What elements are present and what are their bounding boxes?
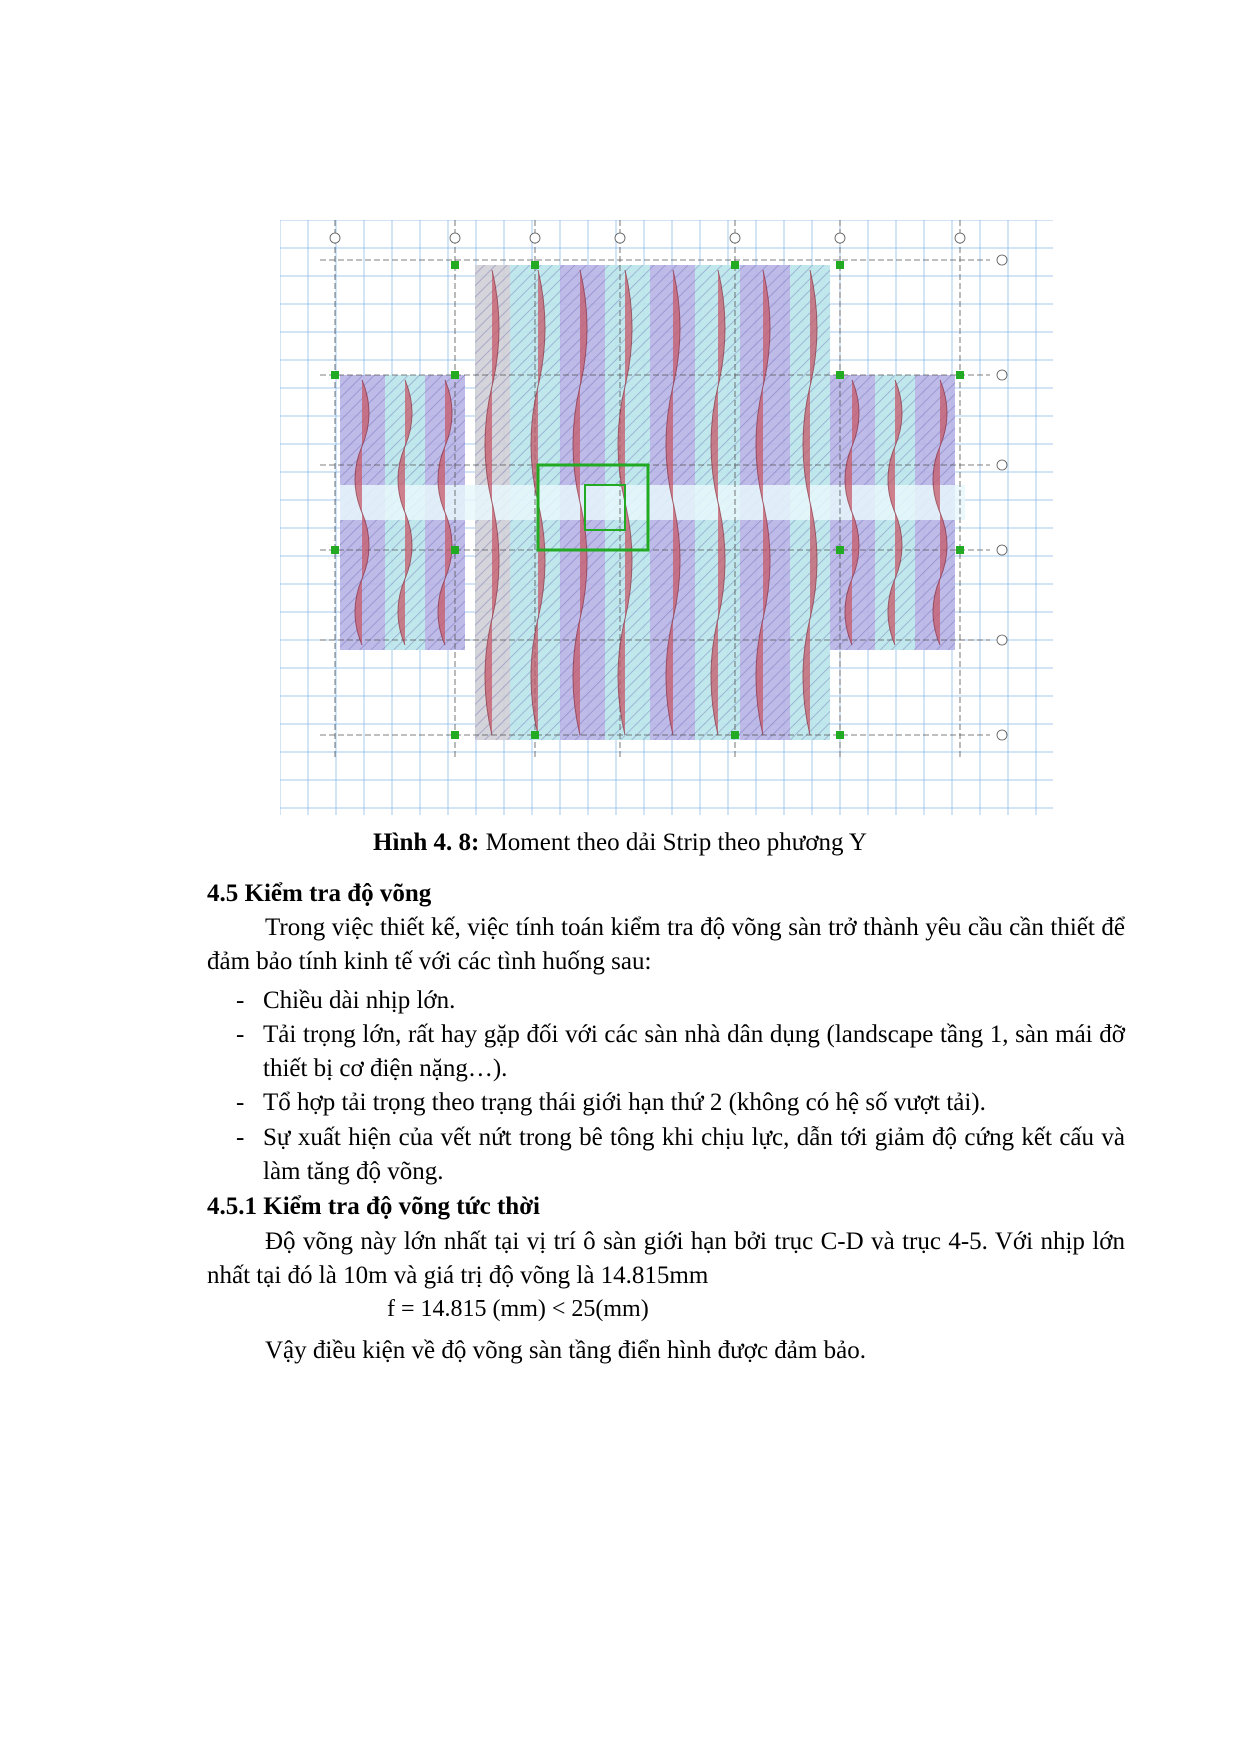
column-mark <box>836 731 844 739</box>
column-mark <box>956 371 964 379</box>
bullet-marker: - <box>236 1124 245 1151</box>
column-mark <box>451 371 459 379</box>
column-mark <box>451 546 459 554</box>
bullet-item <box>236 1086 1125 1120</box>
figure-caption-label: Hình 4. 8: <box>373 829 480 856</box>
figure-caption-text: Moment theo dải Strip theo phương Y <box>479 829 867 856</box>
bullet-text: Sự xuất hiện của vết nứt trong bê tông khi chịu lực, dẫn tới giảm độ cứng kết cấu và làm tăng độ võng. <box>263 1124 1125 1185</box>
axis-bubble <box>997 635 1007 645</box>
axis-bubble <box>730 233 740 243</box>
bullet-text: Tổ hợp tải trọng theo trạng thái giới hạn thứ 2 (không có hệ số vượt tải). <box>263 1089 986 1116</box>
bullet-text: Tải trọng lớn, rất hay gặp đối với các sàn nhà dân dụng (landscape tầng 1, sàn mái đỡ thiết bị cơ điện nặng…). <box>263 1021 1125 1082</box>
axis-bubble <box>997 370 1007 380</box>
section-4-5-1-heading: 4.5.1 Kiểm tra độ võng tức thời <box>207 1193 540 1220</box>
axis-bubble <box>997 255 1007 265</box>
conclusion-paragraph: Vậy điều kiện về độ võng sàn tầng điển hình được đảm bảo. <box>265 1337 866 1364</box>
axis-bubble <box>997 545 1007 555</box>
column-mark <box>451 261 459 269</box>
column-mark <box>331 546 339 554</box>
axis-bubble <box>835 233 845 243</box>
section-4-5-1-paragraph: Độ võng này lớn nhất tại vị trí ô sàn giới hạn bởi trục C-D và trục 4-5. Với nhịp lớn nhất tại đó là 10m và giá trị độ võng là 14.815mm <box>207 1228 1125 1289</box>
section-4-5-heading: 4.5 Kiểm tra độ võng <box>207 880 432 907</box>
bullet-marker: - <box>236 987 245 1014</box>
axis-bubble <box>615 233 625 243</box>
slab-strips <box>340 265 965 740</box>
column-mark <box>956 546 964 554</box>
column-mark <box>731 731 739 739</box>
axis-bubble <box>955 233 965 243</box>
axis-bubble <box>450 233 460 243</box>
column-mark <box>836 371 844 379</box>
bullet-text: Chiều dài nhịp lớn. <box>263 987 456 1014</box>
section-4-5-intro: Trong việc thiết kế, việc tính toán kiểm tra độ võng sàn trở thành yêu cầu cần thiết để đảm bảo tính kinh tế với các tình huống sau: <box>207 914 1125 975</box>
column-mark <box>836 261 844 269</box>
strip-moment-plan-figure <box>280 220 1053 815</box>
bullet-marker: - <box>236 1089 245 1116</box>
axis-bubble <box>330 233 340 243</box>
column-mark <box>451 731 459 739</box>
axis-bubble <box>530 233 540 243</box>
axis-bubble <box>997 730 1007 740</box>
bullet-item <box>236 1018 1125 1086</box>
column-mark <box>731 261 739 269</box>
column-mark <box>531 731 539 739</box>
bullet-item <box>236 1121 1125 1189</box>
column-mark <box>331 371 339 379</box>
figure-caption <box>0 826 1240 860</box>
axis-bubble <box>997 460 1007 470</box>
bullet-marker: - <box>236 1021 245 1048</box>
column-mark <box>531 261 539 269</box>
middle-band <box>340 485 965 520</box>
bullet-item <box>236 984 1125 1018</box>
deflection-formula: f = 14.815 (mm) < 25(mm) <box>387 1296 649 1322</box>
column-mark <box>836 546 844 554</box>
